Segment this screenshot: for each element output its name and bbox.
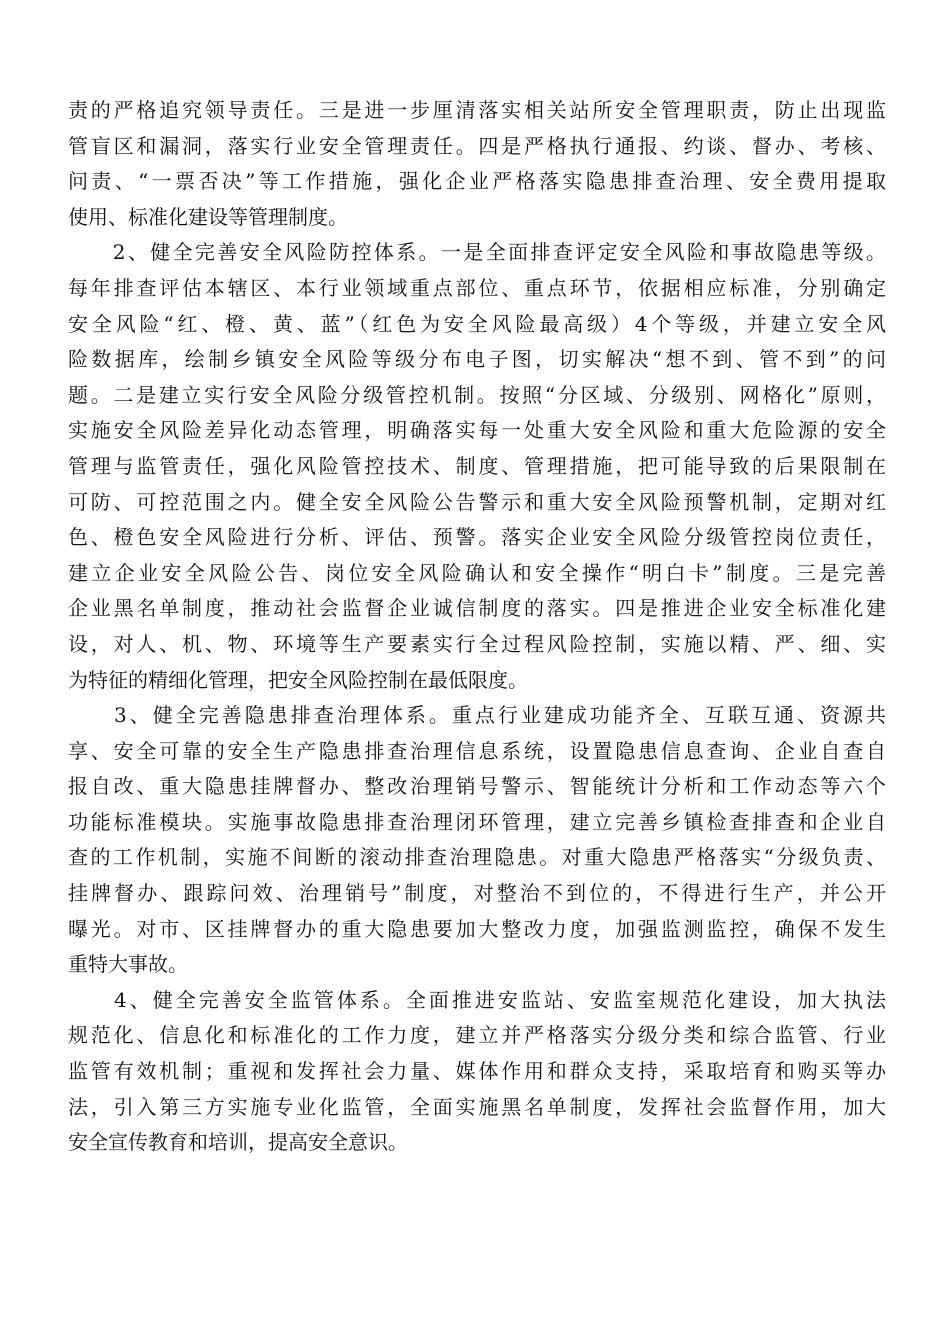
text-line: 报自改、重大隐患挂牌督办、整改治理销号警示、智能统计分析和工作动态等六个 — [68, 774, 886, 799]
text-line: 规范化、信息化和标准化的工作力度，建立并严格落实分级分类和综合监管、行业 — [68, 1023, 886, 1048]
text-line: 设，对人、机、物、环境等生产要素实行全过程风险控制，实施以精、严、细、实 — [68, 631, 886, 656]
text-line: 安全宣传教育和培训，提高安全意识。 — [68, 1130, 408, 1155]
text-line: 每年排查评估本辖区、本行业领域重点部位、重点环节，依据相应标准，分别确定 — [68, 275, 886, 300]
text-line: 安全风险“红、橙、黄、蓝”（红色为安全风险最高级）4个等级，并建立安全风 — [68, 311, 886, 336]
text-line: 功能标准模块。实施事故隐患排查治理闭环管理，建立完善乡镇检查排查和企业自 — [68, 809, 886, 834]
text-line: 法，引入第三方实施专业化监管，全面实施黑名单制度，发挥社会监督作用，加大 — [68, 1094, 886, 1119]
text-line: 享、安全可靠的安全生产隐患排查治理信息系统，设置隐患信息查询、企业自查自 — [68, 738, 886, 763]
text-line: 色、橙色安全风险进行分析、评估、预警。落实企业安全风险分级管控岗位责任， — [68, 525, 886, 550]
text-line: 可防、可控范围之内。健全安全风险公告警示和重大安全风险预警机制，定期对红 — [68, 489, 886, 514]
text-line: 管理与监管责任，强化风险管控技术、制度、管理措施，把可能导致的后果限制在 — [68, 453, 886, 478]
text-line: 2、健全完善安全风险防控体系。一是全面排查评定安全风险和事故隐患等级。 — [68, 240, 886, 265]
text-line: 3、健全完善隐患排查治理体系。重点行业建成功能齐全、互联互通、资源共 — [68, 703, 886, 728]
text-line: 题。二是建立实行安全风险分级管控机制。按照“分区域、分级别、网格化”原则， — [68, 382, 886, 407]
text-line: 实施安全风险差异化动态管理，明确落实每一处重大安全风险和重大危险源的安全 — [68, 418, 886, 443]
text-line: 使用、标准化建设等管理制度。 — [68, 204, 348, 229]
text-line: 责的严格追究领导责任。三是进一步厘清落实相关站所安全管理职责，防止出现监 — [68, 98, 886, 122]
text-line: 问责、“一票否决”等工作措施，强化企业严格落实隐患排查治理、安全费用提取 — [68, 169, 886, 194]
document-page — [68, 93, 886, 1161]
text-line: 监管有效机制；重视和发挥社会力量、媒体作用和群众支持，采取培育和购买等办 — [68, 1059, 886, 1084]
text-line: 重特大事故。 — [68, 952, 188, 977]
text-line: 管盲区和漏洞，落实行业安全管理责任。四是严格执行通报、约谈、督办、考核、 — [68, 133, 886, 158]
text-line: 查的工作机制，实施不间断的滚动排查治理隐患。对重大隐患严格落实“分级负责、 — [68, 845, 886, 870]
text-line: 曝光。对市、区挂牌督办的重大隐患要加大整改力度，加强监测监控，确保不发生 — [68, 916, 886, 941]
text-line: 4、健全完善安全监管体系。全面推进安监站、安监室规范化建设，加大执法 — [68, 987, 886, 1012]
text-line: 挂牌督办、跟踪问效、治理销号”制度，对整治不到位的，不得进行生产，并公开 — [68, 881, 886, 906]
text-line: 为特征的精细化管理，把安全风险控制在最低限度。 — [68, 667, 528, 692]
text-line: 险数据库，绘制乡镇安全风险等级分布电子图，切实解决“想不到、管不到”的问 — [68, 347, 886, 372]
text-line: 建立企业安全风险公告、岗位安全风险确认和安全操作“明白卡”制度。三是完善 — [68, 560, 886, 585]
text-line: 企业黑名单制度，推动社会监督企业诚信制度的落实。四是推进企业安全标准化建 — [68, 596, 886, 621]
